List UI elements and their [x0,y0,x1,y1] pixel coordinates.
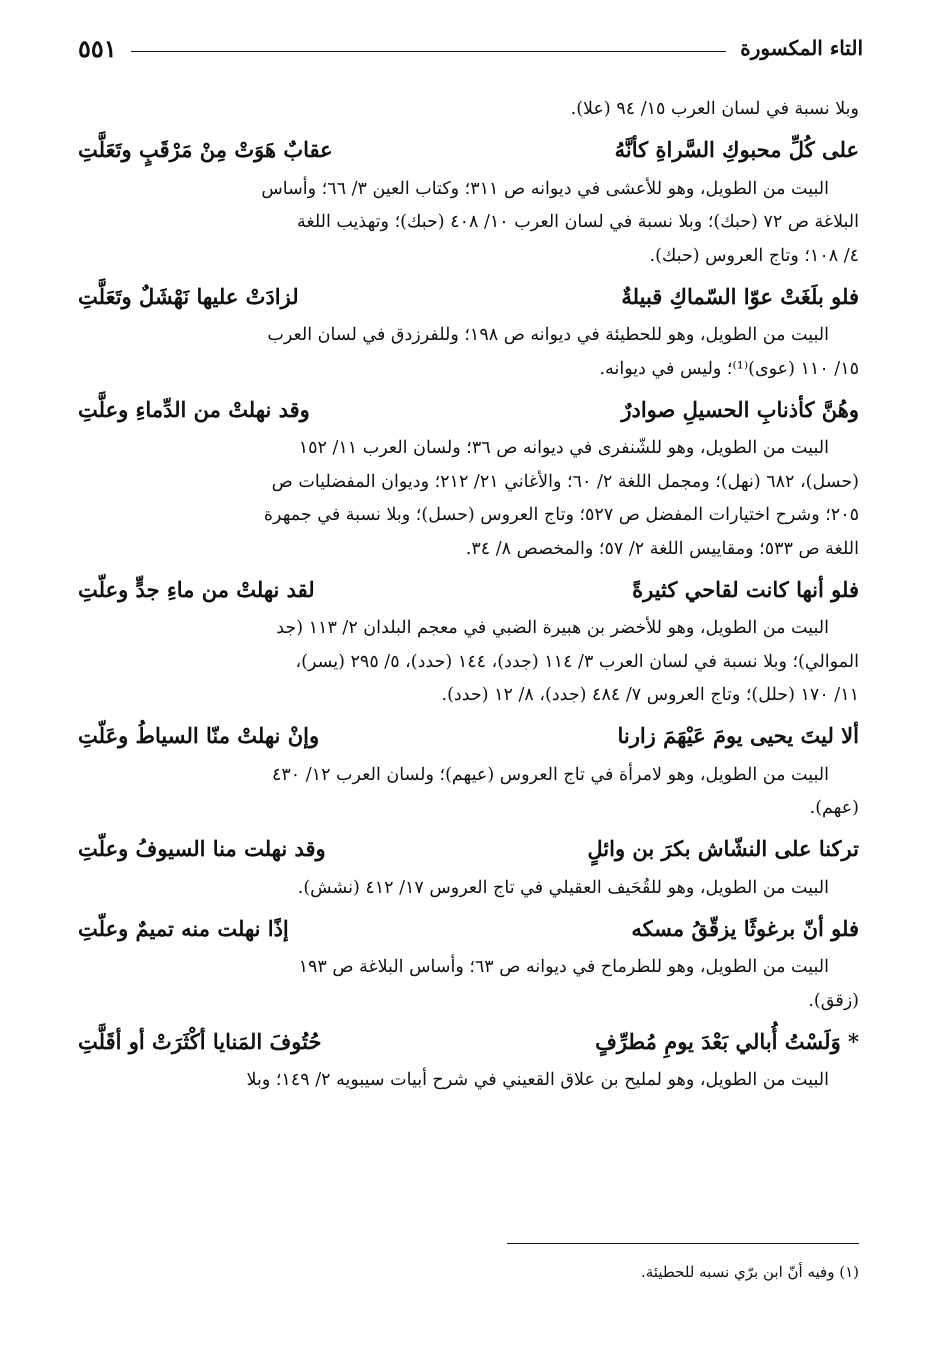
commentary-line: الموالي)؛ وبلا نسبة في لسان العرب ٣/ ١١٤ (جدد)، ١٤٤ (حدد)، ٥/ ٢٩٥ (يسر)، [295,651,859,672]
verse [78,826,859,872]
verse-first-hemistich: فلو بلَغَتْ عوّا السّماكِ قبيلةٌ [621,283,859,309]
commentary-line: ١١/ ١٧٠ (حلل)؛ وتاج العروس ٧/ ٤٨٤ (جدد)، ٨/ ١٢ (حدد). [441,685,859,705]
verse-second-hemistich: حُتُوفَ المَنايا أكْثَرَتْ أو أقَلَّتِ [78,1028,322,1054]
verse-first-hemistich: * وَلَسْتُ أُبالي بَعْدَ يومِ مُطرِّفٍ [595,1028,859,1054]
verse-first-hemistich: فلو أنها كانت لقاحي كثيرةً [632,576,859,602]
chapter-title: التاء المكسورة [740,36,863,60]
commentary-line: وبلا نسبة في لسان العرب ١٥/ ٩٤ (علا). [570,99,859,119]
verse-second-hemistich: وقد نهلتْ من الدِّماءِ وعلَّتِ [78,396,310,422]
commentary-line: البيت من الطويل، وهو للشّنفرى في ديوانه ص ٣٦؛ ولسان العرب ١١/ ١٥٢ [298,438,829,458]
verse-first-hemistich: تركنا على النشّاش بكرَ بن وائلٍ [587,836,859,861]
verse [78,713,859,759]
verse [78,905,859,951]
header-rule [131,51,727,52]
verse-first-hemistich: فلو أنّ برغوثًا يزقّقُ مسكه [631,915,859,941]
commentary-line: البيت من الطويل، وهو لمليح بن علاق القعيني في شرح أبيات سيبويه ٢/ ١٤٩؛ وبلا [246,1070,829,1090]
commentary-line: البيت من الطويل، وهو للأخضر بن هبيرة الضبي في معجم البلدان ٢/ ١١٣ (جد [276,618,829,638]
commentary-line: (عهم). [809,798,859,818]
verse-second-hemistich: وإنْ نهلتْ منّا السياطُ وعَلّتِ [78,723,320,748]
commentary-line: ٤/ ١٠٨؛ وتاج العروس (حبك). [649,245,859,266]
verse [78,273,859,319]
verse [78,1018,859,1064]
verse [78,127,859,173]
footnote: (١) وفيه أنّ ابن برّي نسبه للحطيئة. [640,1263,859,1281]
commentary-line: البيت من الطويل، وهو لامرأة في تاج العروس (عيهم)؛ ولسان العرب ١٢/ ٤٣٠ [272,764,829,785]
commentary-line: البلاغة ص ٧٢ (حبك)؛ وبلا نسبة في لسان العرب ١٠/ ٤٠٨ (حبك)؛ وتهذيب اللغة [297,212,859,232]
commentary-line: البيت من الطويل، وهو للحطيئة في ديوانه ص ١٩٨؛ وللفرزدق في لسان العرب [267,325,829,345]
verse-second-hemistich: لقد نهلتْ من ماءِ جدٍّ وعلّتِ [78,576,315,602]
verse-second-hemistich: لزادَتْ عليها نَهْشَلٌ وتَعَلَّتِ [78,283,299,309]
footnote-rule [507,1243,859,1244]
verse-second-hemistich: إذًا نهلت منه تميمٌ وعلّتِ [78,915,289,941]
verse-first-hemistich: ألا ليتَ يحيى يومَ عَيْهَمَ زارنا [617,723,859,748]
commentary-line: (زقق). [808,990,859,1011]
commentary-line: اللغة ص ٥٣٣؛ ومقاييس اللغة ٢/ ٥٧؛ والمخصص ٨/ ٣٤. [465,538,859,559]
verse-first-hemistich: على كُلِّ محبوكِ السَّراةِ كأنَّهُ [614,137,859,162]
commentary-line: البيت من الطويل، وهو للطرماح في ديوانه ص ٦٣؛ وأساس البلاغة ص ١٩٣ [298,957,829,977]
verse-second-hemistich: وقد نهلت منا السيوفُ وعلّتِ [78,836,326,861]
commentary-line: ٢٠٥؛ وشرح اختيارات المفضل ص ٥٢٧؛ وتاج العروس (حسل)؛ وبلا نسبة في جمهرة [263,505,859,525]
running-header [78,28,863,68]
page-number: ٥٥١ [78,33,117,63]
verse [78,386,859,432]
commentary-line: البيت من الطويل، وهو للقُحَيف العقيلي في تاج العروس ١٧/ ٤١٢ (نشش). [297,877,829,898]
commentary-line: البيت من الطويل، وهو للأعشى في ديوانه ص ٣١١؛ وكتاب العين ٣/ ٦٦؛ وأساس [261,178,829,199]
verse-first-hemistich: وهُنَّ كأذنابِ الحسيلِ صوادرٌ [621,396,859,422]
verse [78,566,859,612]
page-body [78,93,859,1098]
commentary-line: ١٥/ ١١٠ (عوى)⁽¹⁾؛ وليس في ديوانه. [599,358,859,379]
commentary-line: (حسل)، ٦٨٢ (نهل)؛ ومجمل اللغة ٢/ ٦٠؛ والأغاني ٢١/ ٢١٢؛ وديوان المفضليات ص [271,471,859,492]
verse-second-hemistich: عقابٌ هَوَتْ مِنْ مَرْقَبٍ وتَعَلَّتِ [78,137,333,162]
